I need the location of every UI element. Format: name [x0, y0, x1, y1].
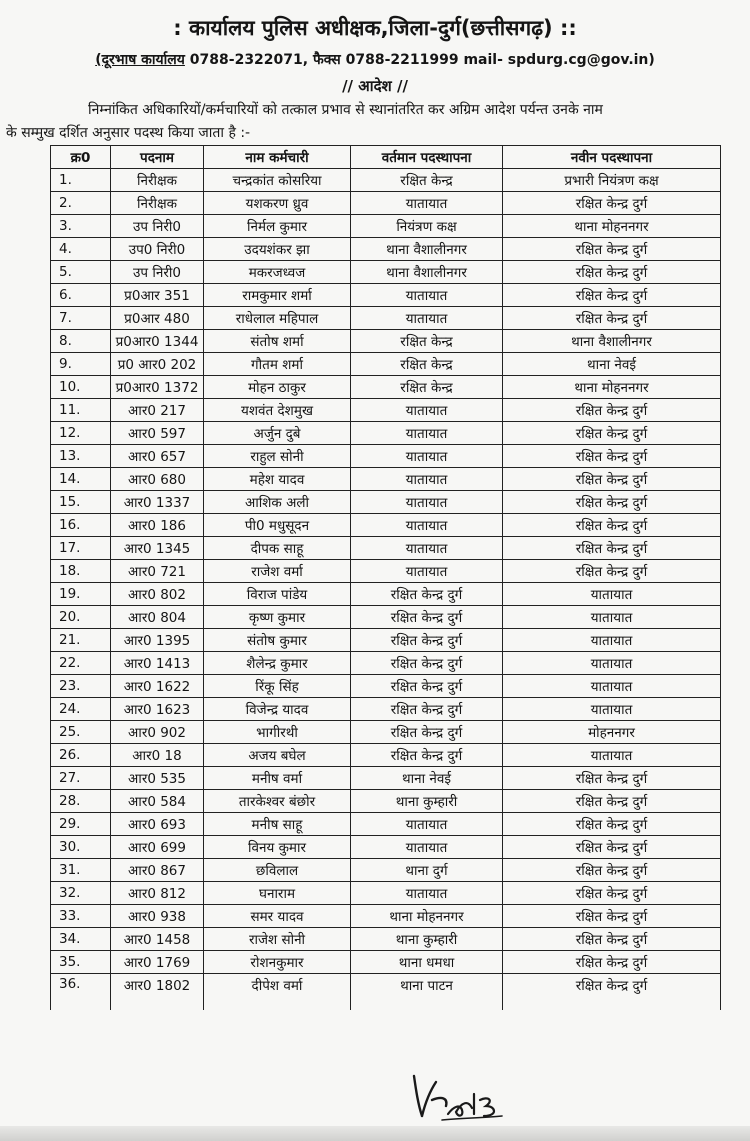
cell-new-posting: मोहननगर	[503, 721, 721, 744]
table-row	[51, 307, 721, 330]
cell-current-posting: थाना दुर्ग	[351, 859, 503, 882]
cell-designation: प्र0आर 351	[111, 284, 204, 307]
cell-current-posting: नियंत्रण कक्ष	[351, 215, 503, 238]
cell-designation: आर0 699	[111, 836, 204, 859]
cell-new-posting: यातायात	[503, 675, 721, 698]
table-row	[51, 261, 721, 284]
cell-current-posting: यातायात	[351, 422, 503, 445]
cell-current-posting: यातायात	[351, 836, 503, 859]
cell-employee-name: राधेलाल महिपाल	[204, 307, 351, 330]
cell-new-posting: थाना नेवई	[503, 353, 721, 376]
table-row	[51, 629, 721, 652]
cell-employee-name: छविलाल	[204, 859, 351, 882]
table-row	[51, 330, 721, 353]
cell-serial: 35.	[51, 951, 111, 974]
cell-designation: आर0 18	[111, 744, 204, 767]
cell-serial: 5.	[51, 261, 111, 284]
contact-prefix: (दूरभाष कार्यालय	[95, 52, 185, 68]
table-row	[51, 353, 721, 376]
cell-employee-name: रोशनकुमार	[204, 951, 351, 974]
cell-designation: आर0 535	[111, 767, 204, 790]
cell-current-posting: यातायात	[351, 445, 503, 468]
cell-current-posting: थाना मोहननगर	[351, 905, 503, 928]
cell-serial: 21.	[51, 629, 111, 652]
cell-new-posting: रक्षित केन्द्र दुर्ग	[503, 468, 721, 491]
cell-new-posting: यातायात	[503, 629, 721, 652]
cell-serial: 15.	[51, 491, 111, 514]
cell-current-posting: थाना पाटन	[351, 974, 503, 1011]
cell-designation: आर0 1802	[111, 974, 204, 1011]
cell-designation: प्र0 आर0 202	[111, 353, 204, 376]
cell-designation: प्र0आर0 1344	[111, 330, 204, 353]
table-row	[51, 376, 721, 399]
cell-new-posting: थाना मोहननगर	[503, 215, 721, 238]
table-row	[51, 215, 721, 238]
cell-employee-name: शैलेन्द्र कुमार	[204, 652, 351, 675]
signature-icon	[402, 1070, 522, 1130]
cell-new-posting: रक्षित केन्द्र दुर्ग	[503, 491, 721, 514]
cell-new-posting: रक्षित केन्द्र दुर्ग	[503, 560, 721, 583]
col-current-posting-header: वर्तमान पदस्थापना	[351, 146, 503, 169]
table-row	[51, 583, 721, 606]
cell-designation: आर0 867	[111, 859, 204, 882]
cell-current-posting: यातायात	[351, 468, 503, 491]
cell-designation: उप0 निरी0	[111, 238, 204, 261]
cell-employee-name: पी0 मधुसूदन	[204, 514, 351, 537]
col-new-posting-header: नवीन पदस्थापना	[503, 146, 721, 169]
cell-current-posting: थाना धमधा	[351, 951, 503, 974]
cell-designation: प्र0आर0 1372	[111, 376, 204, 399]
cell-employee-name: निर्मल कुमार	[204, 215, 351, 238]
table-row	[51, 698, 721, 721]
cell-serial: 1.	[51, 169, 111, 192]
cell-serial: 23.	[51, 675, 111, 698]
cell-new-posting: रक्षित केन्द्र दुर्ग	[503, 399, 721, 422]
cell-current-posting: रक्षित केन्द्र दुर्ग	[351, 698, 503, 721]
table-row	[51, 951, 721, 974]
cell-serial: 13.	[51, 445, 111, 468]
cell-serial: 7.	[51, 307, 111, 330]
cell-serial: 6.	[51, 284, 111, 307]
cell-designation: उप निरी0	[111, 261, 204, 284]
cell-employee-name: चन्द्रकांत कोसरिया	[204, 169, 351, 192]
cell-serial: 9.	[51, 353, 111, 376]
cell-employee-name: उदयशंकर झा	[204, 238, 351, 261]
cell-designation: आर0 186	[111, 514, 204, 537]
cell-serial: 12.	[51, 422, 111, 445]
cell-designation: आर0 902	[111, 721, 204, 744]
cell-new-posting: रक्षित केन्द्र दुर्ग	[503, 928, 721, 951]
cell-designation: आर0 597	[111, 422, 204, 445]
cell-serial: 30.	[51, 836, 111, 859]
table-row	[51, 675, 721, 698]
cell-current-posting: यातायात	[351, 560, 503, 583]
cell-new-posting: रक्षित केन्द्र दुर्ग	[503, 422, 721, 445]
cell-employee-name: मनीष साहू	[204, 813, 351, 836]
cell-new-posting: रक्षित केन्द्र दुर्ग	[503, 951, 721, 974]
cell-serial: 8.	[51, 330, 111, 353]
paragraph-line-2: के सम्मुख दर्शित अनुसार पदस्थ किया जाता है :-	[6, 125, 251, 141]
cell-current-posting: यातायात	[351, 399, 503, 422]
cell-employee-name: यशकरण ध्रुव	[204, 192, 351, 215]
cell-employee-name: भागीरथी	[204, 721, 351, 744]
cell-serial: 26.	[51, 744, 111, 767]
cell-new-posting: रक्षित केन्द्र दुर्ग	[503, 813, 721, 836]
cell-current-posting: यातायात	[351, 192, 503, 215]
cell-designation: आर0 1345	[111, 537, 204, 560]
cell-designation: आर0 693	[111, 813, 204, 836]
cell-current-posting: यातायात	[351, 307, 503, 330]
cell-employee-name: अर्जुन दुबे	[204, 422, 351, 445]
cell-current-posting: रक्षित केन्द्र दुर्ग	[351, 606, 503, 629]
table-row	[51, 905, 721, 928]
cell-employee-name: राहुल सोनी	[204, 445, 351, 468]
cell-serial: 18.	[51, 560, 111, 583]
cell-employee-name: आशिक अली	[204, 491, 351, 514]
cell-serial: 27.	[51, 767, 111, 790]
table-row	[51, 882, 721, 905]
cell-designation: प्र0आर 480	[111, 307, 204, 330]
cell-new-posting: यातायात	[503, 698, 721, 721]
table-header-row	[51, 146, 721, 169]
cell-serial: 32.	[51, 882, 111, 905]
cell-current-posting: रक्षित केन्द्र	[351, 353, 503, 376]
table-row	[51, 606, 721, 629]
cell-current-posting: यातायात	[351, 813, 503, 836]
cell-new-posting: रक्षित केन्द्र दुर्ग	[503, 307, 721, 330]
table-row	[51, 238, 721, 261]
cell-designation: आर0 1622	[111, 675, 204, 698]
cell-designation: आर0 721	[111, 560, 204, 583]
cell-new-posting: थाना वैशालीनगर	[503, 330, 721, 353]
cell-serial: 24.	[51, 698, 111, 721]
cell-designation: आर0 1769	[111, 951, 204, 974]
cell-current-posting: यातायात	[351, 514, 503, 537]
cell-designation: आर0 1458	[111, 928, 204, 951]
cell-designation: उप निरी0	[111, 215, 204, 238]
paragraph-line-1: निम्नांकित अधिकारियों/कर्मचारियों को तत्काल प्रभाव से स्थानांतरित कर अग्रिम आदेश पर्यन्त उनके नाम	[88, 102, 603, 118]
cell-new-posting: रक्षित केन्द्र दुर्ग	[503, 445, 721, 468]
cell-current-posting: रक्षित केन्द्र दुर्ग	[351, 675, 503, 698]
cell-employee-name: रिंकू सिंह	[204, 675, 351, 698]
cell-current-posting: यातायात	[351, 284, 503, 307]
cell-new-posting: यातायात	[503, 583, 721, 606]
cell-new-posting: रक्षित केन्द्र दुर्ग	[503, 192, 721, 215]
table-row	[51, 284, 721, 307]
cell-designation: आर0 680	[111, 468, 204, 491]
cell-employee-name: घनाराम	[204, 882, 351, 905]
cell-employee-name: अजय बघेल	[204, 744, 351, 767]
cell-employee-name: मनीष वर्मा	[204, 767, 351, 790]
cell-designation: आर0 1337	[111, 491, 204, 514]
cell-designation: निरीक्षक	[111, 169, 204, 192]
page-bottom-edge	[0, 1126, 750, 1141]
cell-current-posting: रक्षित केन्द्र दुर्ग	[351, 583, 503, 606]
cell-new-posting: रक्षित केन्द्र दुर्ग	[503, 905, 721, 928]
cell-new-posting: रक्षित केन्द्र दुर्ग	[503, 767, 721, 790]
cell-current-posting: यातायात	[351, 882, 503, 905]
order-paragraph	[6, 99, 724, 145]
cell-designation: आर0 1395	[111, 629, 204, 652]
table-row	[51, 652, 721, 675]
cell-serial: 29.	[51, 813, 111, 836]
cell-serial: 22.	[51, 652, 111, 675]
contact-details: 0788-2322071, फैक्स 0788-2211999 mail- spdurg.cg@gov.in)	[184, 52, 655, 68]
cell-serial: 36.	[51, 974, 111, 1011]
cell-current-posting: थाना वैशालीनगर	[351, 261, 503, 284]
cell-employee-name: संतोष शर्मा	[204, 330, 351, 353]
table-row	[51, 560, 721, 583]
cell-new-posting: यातायात	[503, 606, 721, 629]
cell-employee-name: समर यादव	[204, 905, 351, 928]
cell-new-posting: यातायात	[503, 744, 721, 767]
cell-employee-name: विजेन्द्र यादव	[204, 698, 351, 721]
table-row	[51, 468, 721, 491]
cell-serial: 14.	[51, 468, 111, 491]
cell-designation: आर0 1623	[111, 698, 204, 721]
cell-new-posting: रक्षित केन्द्र दुर्ग	[503, 859, 721, 882]
cell-serial: 33.	[51, 905, 111, 928]
cell-designation: आर0 657	[111, 445, 204, 468]
cell-designation: आर0 584	[111, 790, 204, 813]
cell-new-posting: रक्षित केन्द्र दुर्ग	[503, 974, 721, 1011]
col-employee-name-header: नाम कर्मचारी	[204, 146, 351, 169]
table-row	[51, 514, 721, 537]
table-row	[51, 790, 721, 813]
cell-employee-name: संतोष कुमार	[204, 629, 351, 652]
cell-current-posting: रक्षित केन्द्र	[351, 376, 503, 399]
cell-employee-name: विनय कुमार	[204, 836, 351, 859]
office-title: : कार्यालय पुलिस अधीक्षक,जिला-दुर्ग(छत्तीसगढ़) ::	[173, 16, 577, 40]
cell-serial: 31.	[51, 859, 111, 882]
cell-designation: आर0 938	[111, 905, 204, 928]
cell-new-posting: प्रभारी नियंत्रण कक्ष	[503, 169, 721, 192]
cell-current-posting: रक्षित केन्द्र दुर्ग	[351, 721, 503, 744]
col-designation-header: पदनाम	[111, 146, 204, 169]
cell-employee-name: रामकुमार शर्मा	[204, 284, 351, 307]
cell-serial: 20.	[51, 606, 111, 629]
table-row	[51, 767, 721, 790]
cell-new-posting: रक्षित केन्द्र दुर्ग	[503, 284, 721, 307]
cell-serial: 28.	[51, 790, 111, 813]
cell-current-posting: रक्षित केन्द्र दुर्ग	[351, 744, 503, 767]
cell-new-posting: यातायात	[503, 652, 721, 675]
table-row	[51, 859, 721, 882]
col-serial-header: क्र0	[51, 146, 111, 169]
cell-serial: 11.	[51, 399, 111, 422]
cell-designation: आर0 812	[111, 882, 204, 905]
cell-current-posting: थाना वैशालीनगर	[351, 238, 503, 261]
table-row	[51, 721, 721, 744]
table-body	[51, 169, 721, 1011]
cell-employee-name: कृष्ण कुमार	[204, 606, 351, 629]
cell-current-posting: रक्षित केन्द्र	[351, 169, 503, 192]
cell-serial: 17.	[51, 537, 111, 560]
cell-employee-name: मोहन ठाकुर	[204, 376, 351, 399]
cell-designation: निरीक्षक	[111, 192, 204, 215]
table-row	[51, 537, 721, 560]
cell-current-posting: थाना कुम्हारी	[351, 928, 503, 951]
cell-new-posting: रक्षित केन्द्र दुर्ग	[503, 790, 721, 813]
cell-current-posting: थाना नेवई	[351, 767, 503, 790]
cell-serial: 3.	[51, 215, 111, 238]
cell-employee-name: यशवंत देशमुख	[204, 399, 351, 422]
cell-employee-name: दीपक साहू	[204, 537, 351, 560]
cell-new-posting: रक्षित केन्द्र दुर्ग	[503, 882, 721, 905]
table-row	[51, 399, 721, 422]
cell-serial: 34.	[51, 928, 111, 951]
cell-new-posting: थाना मोहननगर	[503, 376, 721, 399]
cell-employee-name: मकरजध्वज	[204, 261, 351, 284]
table-row	[51, 169, 721, 192]
cell-serial: 4.	[51, 238, 111, 261]
cell-new-posting: रक्षित केन्द्र दुर्ग	[503, 836, 721, 859]
cell-employee-name: राजेश सोनी	[204, 928, 351, 951]
table-row	[51, 744, 721, 767]
transfer-table	[50, 145, 721, 1010]
table-row	[51, 813, 721, 836]
cell-current-posting: यातायात	[351, 491, 503, 514]
table-row	[51, 836, 721, 859]
cell-serial: 19.	[51, 583, 111, 606]
table-row	[51, 192, 721, 215]
cell-current-posting: यातायात	[351, 537, 503, 560]
cell-designation: आर0 802	[111, 583, 204, 606]
cell-designation: आर0 804	[111, 606, 204, 629]
cell-employee-name: राजेश वर्मा	[204, 560, 351, 583]
cell-current-posting: थाना कुम्हारी	[351, 790, 503, 813]
cell-serial: 10.	[51, 376, 111, 399]
cell-new-posting: रक्षित केन्द्र दुर्ग	[503, 514, 721, 537]
order-heading: // आदेश //	[342, 77, 408, 95]
cell-new-posting: रक्षित केन्द्र दुर्ग	[503, 238, 721, 261]
cell-current-posting: रक्षित केन्द्र दुर्ग	[351, 652, 503, 675]
cell-serial: 16.	[51, 514, 111, 537]
table-row	[51, 491, 721, 514]
contact-line	[0, 50, 750, 69]
cell-new-posting: रक्षित केन्द्र दुर्ग	[503, 261, 721, 284]
table-row	[51, 422, 721, 445]
cell-employee-name: तारकेश्वर बंछोर	[204, 790, 351, 813]
cell-designation: आर0 1413	[111, 652, 204, 675]
cell-designation: आर0 217	[111, 399, 204, 422]
cell-employee-name: महेश यादव	[204, 468, 351, 491]
table-row	[51, 928, 721, 951]
cell-employee-name: दीपेश वर्मा	[204, 974, 351, 1011]
cell-current-posting: रक्षित केन्द्र	[351, 330, 503, 353]
cell-new-posting: रक्षित केन्द्र दुर्ग	[503, 537, 721, 560]
table-row	[51, 445, 721, 468]
cell-employee-name: विराज पांडेय	[204, 583, 351, 606]
table-row	[51, 974, 721, 1011]
cell-current-posting: रक्षित केन्द्र दुर्ग	[351, 629, 503, 652]
cell-serial: 2.	[51, 192, 111, 215]
cell-serial: 25.	[51, 721, 111, 744]
cell-employee-name: गौतम शर्मा	[204, 353, 351, 376]
